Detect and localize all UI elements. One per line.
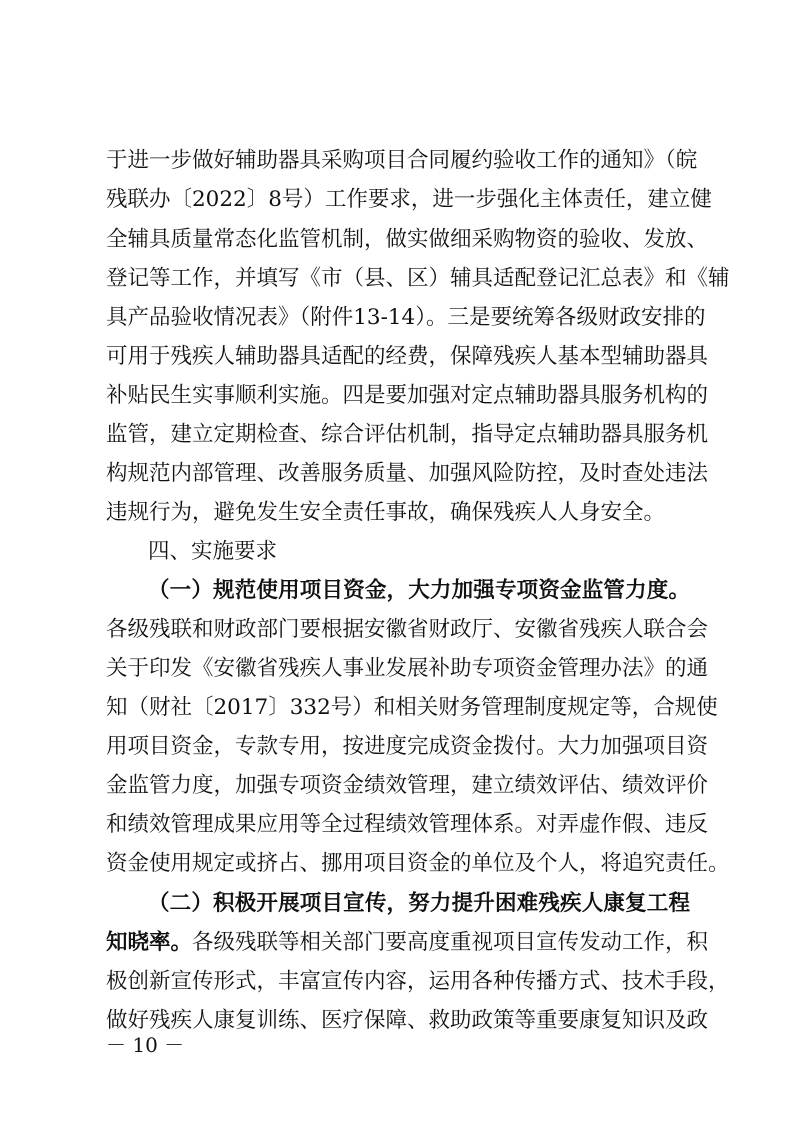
- body-text-line: 做好残疾人康复训练、医疗保障、救助政策等重要康复知识及政: [106, 1008, 709, 1033]
- body-text-line: 于进一步做好辅助器具采购项目合同履约验收工作的通知》（皖: [106, 148, 698, 173]
- body-text-line: 登记等工作，并填写《市（县、区）辅具适配登记汇总表》和《辅: [106, 266, 730, 291]
- subsection-title: （一）规范使用项目资金，大力加强专项资金监管力度。: [148, 578, 690, 603]
- body-text-line: 知（财社〔2017〕332号）和相关财务管理制度规定等，合规使: [106, 695, 718, 720]
- body-text-line: 各级残联和财政部门要根据安徽省财政厅、安徽省残疾人联合会: [106, 617, 709, 642]
- section-heading: 四、实施要求: [148, 539, 278, 564]
- body-text-line: 用项目资金，专款专用，按进度完成资金拨付。大力加强项目资: [106, 734, 709, 759]
- body-text-line: [106, 925, 709, 961]
- page-number: － 10 －: [106, 1033, 185, 1057]
- body-text-line: 残联办〔2022〕8号）工作要求，进一步强化主体责任，建立健: [106, 187, 712, 212]
- body-text-line: 补贴民生实事顺利实施。四是要加强对定点辅助器具服务机构的: [106, 383, 709, 408]
- body-text-line: 可用于残疾人辅助器具适配的经费，保障残疾人基本型辅助器具: [106, 344, 709, 369]
- body-text-line: 关于印发《安徽省残疾人事业发展补助专项资金管理办法》的通: [106, 656, 709, 681]
- subsection-title: （二）积极开展项目宣传，努力提升困难残疾人康复工程: [148, 891, 690, 916]
- body-text-span: 各级残联等相关部门要高度重视项目宣传发动工作，积: [192, 930, 709, 955]
- subsection-title-end: 知晓率。: [106, 930, 193, 955]
- body-text-line: 具产品验收情况表》（附件13-14）。三是要统筹各级财政安排的: [106, 305, 706, 330]
- body-text-line: 金监管力度，加强专项资金绩效管理，建立绩效评估、绩效评价: [106, 773, 709, 798]
- body-text-line: 监管，建立定期检查、综合评估机制，指导定点辅助器具服务机: [106, 422, 709, 447]
- body-text-line: 构规范内部管理、改善服务质量、加强风险防控，及时查处违法: [106, 461, 709, 486]
- body-text-line: 和绩效管理成果应用等全过程绩效管理体系。对弄虚作假、违反: [106, 812, 709, 837]
- body-text-line: 资金使用规定或挤占、挪用项目资金的单位及个人，将追究责任。: [106, 851, 730, 876]
- body-text-line: 全辅具质量常态化监管机制，做实做细采购物资的验收、发放、: [106, 227, 709, 252]
- body-text-line: 违规行为，避免发生安全责任事故，确保残疾人人身安全。: [106, 500, 666, 525]
- body-text-line: 极创新宣传形式，丰富宣传内容，运用各种传播方式、技术手段，: [106, 969, 730, 994]
